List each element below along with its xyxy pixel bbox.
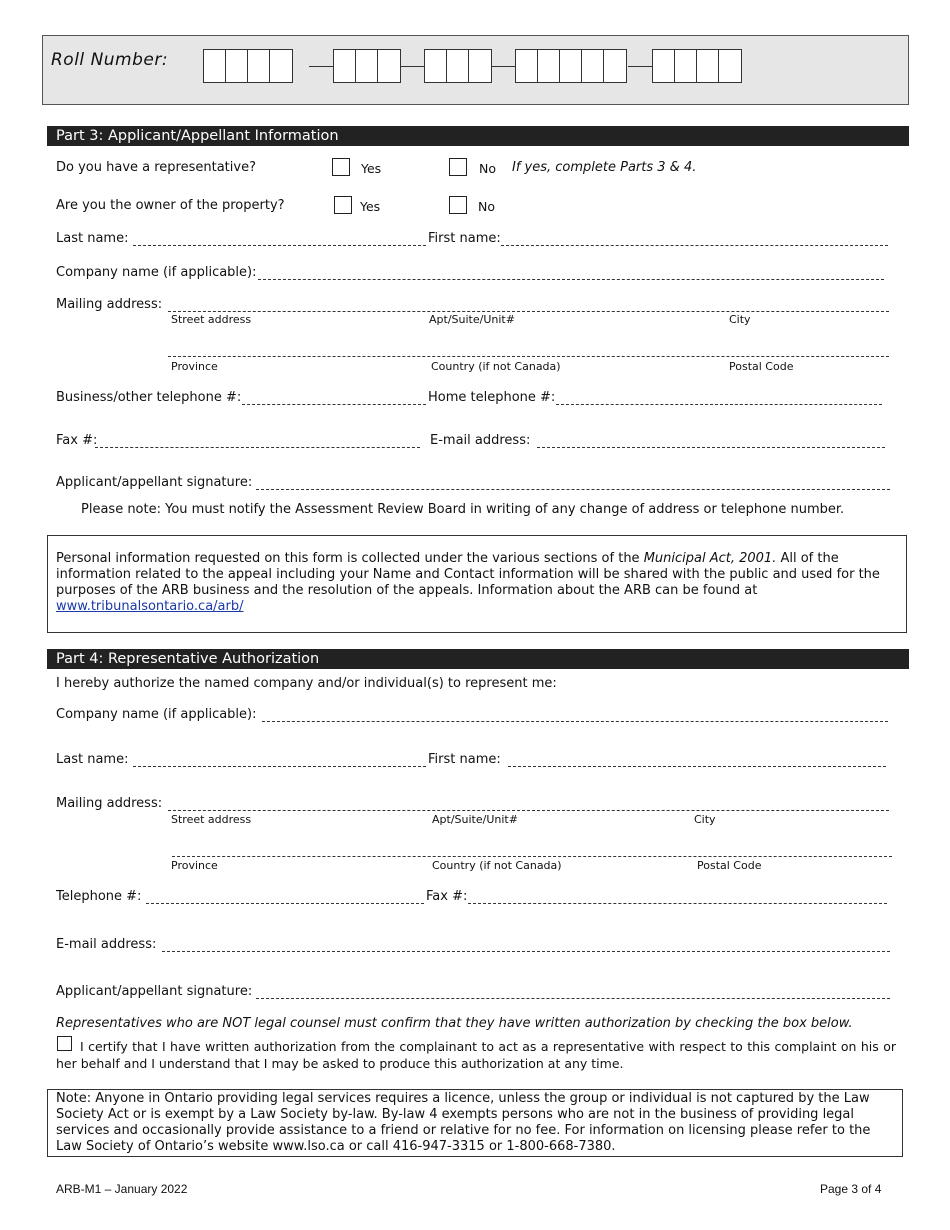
please-note-text: Please note: You must notify the Assessment Review Board in writing of any change of address or telephone number.: [81, 502, 845, 517]
street-address-caption: Street address: [171, 313, 252, 326]
roll-number-label: Roll Number:: [51, 50, 169, 70]
apt-caption: Apt/Suite/Unit#: [429, 313, 515, 326]
certify-text: I certify that I have written authorization from the complainant to act as a representative with respect to this complaint on his or her behalf and I understand that I may be asked to produce this authorization at any time.: [56, 1039, 896, 1071]
rep-country-caption: Country (if not Canada): [432, 859, 562, 872]
city-caption: City: [729, 313, 751, 326]
roll-number-group-3[interactable]: [424, 49, 492, 83]
owner-no-label: No: [478, 199, 495, 214]
postal-code-caption: Postal Code: [729, 360, 794, 373]
roll-digit-cell[interactable]: [719, 50, 741, 82]
rep-email-field[interactable]: [162, 951, 890, 952]
country-caption: Country (if not Canada): [431, 360, 561, 373]
rep-last-name-label: Last name:: [56, 752, 129, 767]
rep-first-name-label: First name:: [428, 752, 501, 767]
page-number: Page 3 of 4: [820, 1182, 882, 1196]
roll-digit-cell[interactable]: [538, 50, 560, 82]
rep-street-address-caption: Street address: [171, 813, 252, 826]
mailing-address-line2-field[interactable]: [168, 356, 889, 357]
roll-digit-cell[interactable]: [582, 50, 604, 82]
rep-company-name-label: Company name (if applicable):: [56, 707, 257, 722]
owner-no-checkbox[interactable]: [449, 196, 467, 214]
roll-number-group-5[interactable]: [652, 49, 742, 83]
rep-apt-caption: Apt/Suite/Unit#: [432, 813, 518, 826]
home-phone-field[interactable]: [556, 404, 882, 405]
representative-no-label: No: [479, 161, 496, 176]
roll-digit-cell[interactable]: [675, 50, 697, 82]
roll-digit-cell[interactable]: [469, 50, 491, 82]
roll-digit-cell[interactable]: [334, 50, 356, 82]
authorization-intro: I hereby authorize the named company and/or individual(s) to represent me:: [56, 676, 557, 691]
roll-digit-cell[interactable]: [378, 50, 400, 82]
rep-fax-field[interactable]: [468, 903, 887, 904]
owner-yes-checkbox[interactable]: [334, 196, 352, 214]
mailing-address-line1-field[interactable]: [168, 311, 889, 312]
roll-digit-cell[interactable]: [447, 50, 469, 82]
rep-mailing-address-label: Mailing address:: [56, 796, 163, 811]
roll-digit-cell[interactable]: [697, 50, 719, 82]
roll-digit-cell[interactable]: [653, 50, 675, 82]
roll-number-box: [42, 35, 909, 105]
roll-digit-cell[interactable]: [425, 50, 447, 82]
representative-yes-label: Yes: [361, 161, 382, 176]
roll-separator: [400, 66, 424, 67]
rep-fax-label: Fax #:: [426, 889, 468, 904]
province-caption: Province: [171, 360, 218, 373]
business-phone-label: Business/other telephone #:: [56, 390, 242, 405]
arb-website-link[interactable]: www.tribunalsontario.ca/arb/: [56, 599, 244, 614]
owner-yes-label: Yes: [360, 199, 381, 214]
rep-signature-label: Applicant/appellant signature:: [56, 984, 253, 999]
roll-digit-cell[interactable]: [516, 50, 538, 82]
rep-mailing-address-line1-field[interactable]: [168, 810, 889, 811]
company-name-field[interactable]: [258, 279, 884, 280]
fax-label: Fax #:: [56, 433, 98, 448]
act-name: Municipal Act, 2001.: [643, 551, 777, 566]
rep-postal-code-caption: Postal Code: [697, 859, 762, 872]
rep-email-label: E-mail address:: [56, 937, 157, 952]
roll-digit-cell[interactable]: [226, 50, 248, 82]
representative-yes-checkbox[interactable]: [332, 158, 350, 176]
owner-question: Are you the owner of the property?: [56, 198, 285, 213]
roll-digit-cell[interactable]: [560, 50, 582, 82]
company-name-label: Company name (if applicable):: [56, 265, 257, 280]
roll-number-group-4[interactable]: [515, 49, 627, 83]
email-label: E-mail address:: [430, 433, 531, 448]
legal-counsel-note: Representatives who are NOT legal counsel must confirm that they have written authorization by checking the box below.: [56, 1016, 853, 1031]
roll-digit-cell[interactable]: [204, 50, 226, 82]
privacy-text-before: Personal information requested on this form is collected under the various sections of the: [56, 551, 644, 566]
licence-note: Note: Anyone in Ontario providing legal services requires a licence, unless the group or individual is not captured by the Law Society Act or is exempt by a Law Society by-law. By-law 4 exempts persons who are not in the business of providing legal services and occasionally provide assistance to a friend or relative for no fee. For information on licensing please refer to the Law Society of Ontario’s website www.lso.ca or call 416-947-3315 or 1-800-668-7380.: [47, 1089, 903, 1157]
part4-header: Part 4: Representative Authorization: [47, 649, 909, 669]
privacy-text-after: All of the information related to the appeal including your Name and Contact information will be shared with the public and used for the purposes of the ARB business and the resolution of the appeals. Information about the ARB can be found at: [56, 551, 880, 598]
rep-last-name-field[interactable]: [133, 766, 426, 767]
representative-question: Do you have a representative?: [56, 160, 256, 175]
rep-city-caption: City: [694, 813, 716, 826]
signature-label: Applicant/appellant signature:: [56, 475, 253, 490]
roll-separator: [309, 66, 333, 67]
rep-company-name-field[interactable]: [262, 721, 888, 722]
mailing-address-label: Mailing address:: [56, 297, 163, 312]
roll-digit-cell[interactable]: [356, 50, 378, 82]
if-yes-note: If yes, complete Parts 3 & 4.: [512, 160, 697, 175]
rep-first-name-field[interactable]: [508, 766, 886, 767]
home-phone-label: Home telephone #:: [428, 390, 556, 405]
rep-province-caption: Province: [171, 859, 218, 872]
roll-digit-cell[interactable]: [248, 50, 270, 82]
rep-mailing-address-line2-field[interactable]: [172, 856, 892, 857]
roll-digit-cell[interactable]: [270, 50, 292, 82]
roll-digit-cell[interactable]: [604, 50, 626, 82]
rep-signature-field[interactable]: [256, 998, 890, 999]
signature-field[interactable]: [256, 489, 890, 490]
last-name-label: Last name:: [56, 231, 129, 246]
roll-separator: [491, 66, 515, 67]
business-phone-field[interactable]: [242, 404, 426, 405]
roll-number-group-1[interactable]: [203, 49, 293, 83]
roll-separator: [628, 66, 652, 67]
last-name-field[interactable]: [133, 245, 426, 246]
rep-telephone-label: Telephone #:: [56, 889, 142, 904]
first-name-label: First name:: [428, 231, 501, 246]
fax-field[interactable]: [95, 447, 420, 448]
rep-telephone-field[interactable]: [146, 903, 424, 904]
roll-number-group-2[interactable]: [333, 49, 401, 83]
part3-header: Part 3: Applicant/Appellant Information: [47, 126, 909, 146]
form-id: ARB-M1 – January 2022: [56, 1182, 188, 1196]
first-name-field[interactable]: [501, 245, 888, 246]
privacy-notice: [47, 535, 907, 633]
email-field[interactable]: [537, 447, 885, 448]
representative-no-checkbox[interactable]: [449, 158, 467, 176]
